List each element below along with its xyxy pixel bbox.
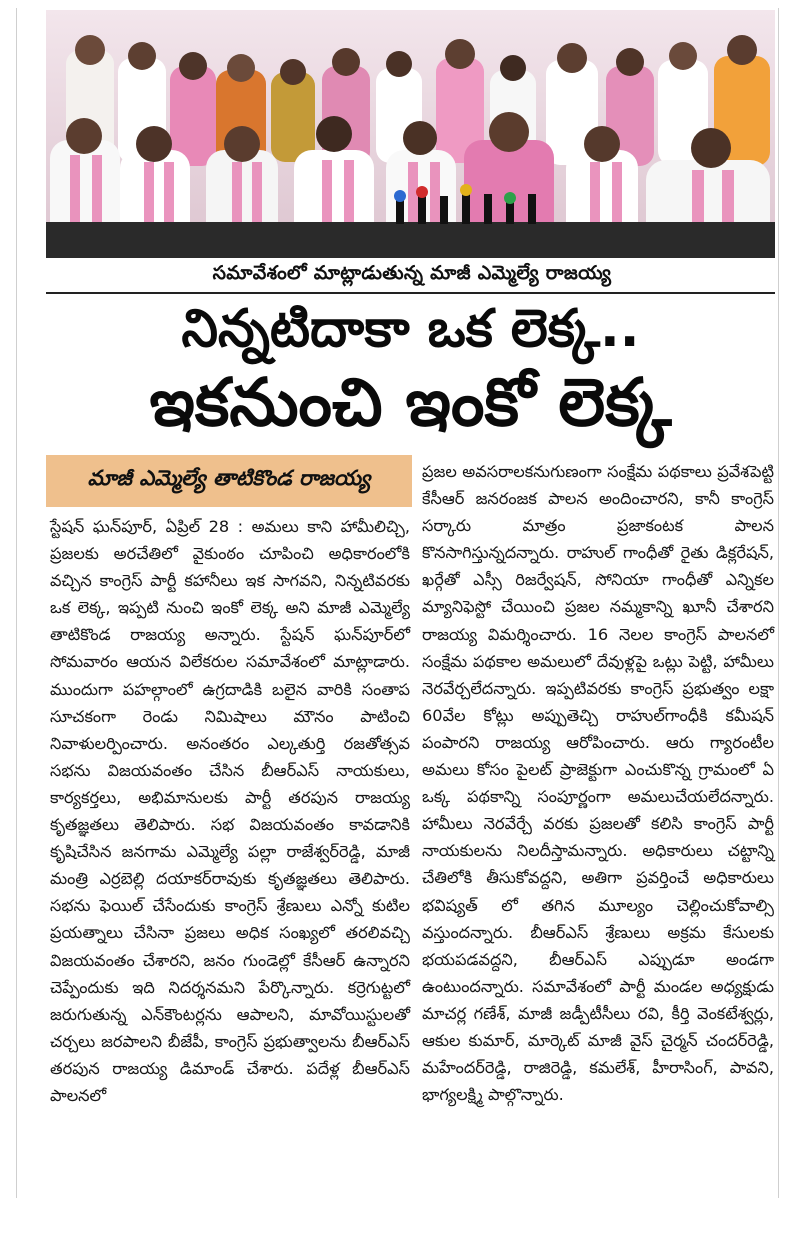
article-left-column [50,513,410,1109]
byline-text: మాజీ ఎమ్మెల్యే తాటికొండ రాజయ్య [87,466,371,490]
press-meet-photo [46,10,775,258]
article-body-left: స్టేషన్ ఘన్‌పూర్, ఏప్రిల్ 28 : అమలు కాని హామీలిచ్చి, ప్రజలకు అరచేతిలో వైకుంఠం చూపించి అధికారంలోకి వచ్చిన కాంగ్రెస్ పార్టీ కహానీలు ఇక సాగవని, నిన్నటివరకు ఒక లెక్క, ఇప్పటి నుంచి ఇంకో లెక్క అని మాజీ ఎమ్మెల్యే తాటికొండ రాజయ్య అన్నారు. స్టేషన్ ఘన్‌పూర్‌లో సోమవారం ఆయన విలేకరుల సమావేశంలో మాట్లాడారు. ముందుగా పహల్గాంలో ఉగ్రదాడికి బలైన వారికి సంతాప సూచకంగా రెండు నిమిషాలు మౌనం పాటించి నివాళులర్పించారు. అనంతరం ఎల్కతుర్తి రజతోత్సవ సభను విజయవంతం చేసిన బీఆర్ఎస్ నాయకులు, కార్యకర్తలు, అభిమానులకు పార్టీ తరపున రాజయ్య కృతజ్ఞతలు తెలిపారు. సభ విజయవంతం కావడానికి కృషిచేసిన జనగామ ఎమ్మెల్యే పల్లా రాజేశ్వర్‌రెడ్డి, మాజీ మంత్రి ఎర్రబెల్లి దయాకర్‌రావుకు కృతజ్ఞతలు తెలిపారు. సభను ఫెయిల్ చేసేందుకు కాంగ్రెస్ శ్రేణులు ఎన్నో కుటిల ప్రయత్నాలు చేసినా ప్రజలు అధిక సంఖ్యలో తరలివచ్చి విజయవంతం చేశారని, జనం గుండెల్లో కేసీఆర్ ఉన్నారని చెప్పేందుకు ఇది నిదర్శనమని పేర్కొన్నారు. కర్రెగుట్టలో జరుగుతున్న ఎన్‌కౌంటర్లను ఆపాలని, మావోయిస్టులతో చర్చలు జరపాలని బీజేపీ, కాంగ్రెస్ ప్రభుత్వాలను బీఆర్ఎస్ తరపున రాజయ్య డిమాండ్ చేశారు. పదేళ్ల బీఆర్ఎస్ పాలనలో [50,517,410,1105]
article-body-right: ప్రజల అవసరాలకనుగుణంగా సంక్షేమ పథకాలు ప్రవేశపెట్టి కేసీఆర్ జనరంజక పాలన అందించారని, కానీ కాంగ్రెస్ సర్కారు మాత్రం ప్రజాకంటక పాలన కొనసాగిస్తున్నదన్నారు. రాహుల్ గాంధీతో రైతు డిక్లరేషన్, ఖర్గేతో ఎస్సీ రిజర్వేషన్, సోనియా గాంధీతో ఎన్నికల మ్యానిఫెస్టో చేయించి ప్రజల నమ్మకాన్ని ఖూనీ చేశారని రాజయ్య విమర్శించారు. 16 నెలల కాంగ్రెస్ పాలనలో సంక్షేమ పథకాల అమలులో దేవుళ్లపై ఒట్లు పెట్టి, హామీలు నెరవేర్చలేదన్నారు. ఇప్పటివరకు కాంగ్రెస్ ప్రభుత్వం లక్షా 60వేల కోట్లు అప్పుతెచ్చి రాహుల్‌గాంధీకి కమీషన్ పంపారని రాజయ్య ఆరోపించారు. ఆరు గ్యారంటీల అమలు కోసం పైలట్ ప్రాజెక్టుగా ఎంచుకొన్న గ్రామంలో ఏ ఒక్క పథకాన్ని సంపూర్ణంగా అమలుచేయలేదన్నారు. హామీలు నెరవేర్చే వరకు ప్రజలతో కలిసి కాంగ్రెస్ పార్టీ నాయకులను నిలదీస్తామన్నారు. అధికారులు చట్టాన్ని చేతిలోకి తీసుకోవద్దని, అతిగా ప్రవర్తించే అధికారులు భవిష్యత్ లో తగిన మూల్యం చెల్లించుకోవాల్సి వస్తుందన్నారు. బీఆర్ఎస్ శ్రేణులు అక్రమ కేసులకు భయపడవద్దని, బీఆర్ఎస్ ఎప్పుడూ అండగా ఉంటుందన్నారు. సమావేశంలో పార్టీ మండల అధ్యక్షుడు మాచర్ల గణేశ్, మాజీ జడ్పీటీసీలు రవి, కీర్తి వెంకటేశ్వర్లు, ఆకుల కుమార్, మార్కెట్ మాజీ వైస్ చైర్మన్ చందర్‌రెడ్డి, మహేందర్‌రెడ్డి, రాజిరెడ్డి, కమలేశ్, హీరాసింగ్, పావని, భాగ్యలక్ష్మి పాల్గొన్నారు. [422,462,774,1105]
caption-divider [46,292,775,294]
byline-box [46,455,412,507]
page-right-rule [778,8,779,1198]
photo-caption: సమావేశంలో మాట్లాడుతున్న మాజీ ఎమ్మెల్యే రాజయ్య [212,262,612,284]
press-table [46,222,775,258]
headline-line-2: ఇకనుంచి ఇంకో లెక్క [149,364,672,441]
headline-line-1: నిన్నటిదాకా ఒక లెక్క.. [181,299,640,359]
article-right-column [422,458,774,1108]
page-left-rule [16,8,17,1198]
group-photo-icon [46,10,775,258]
